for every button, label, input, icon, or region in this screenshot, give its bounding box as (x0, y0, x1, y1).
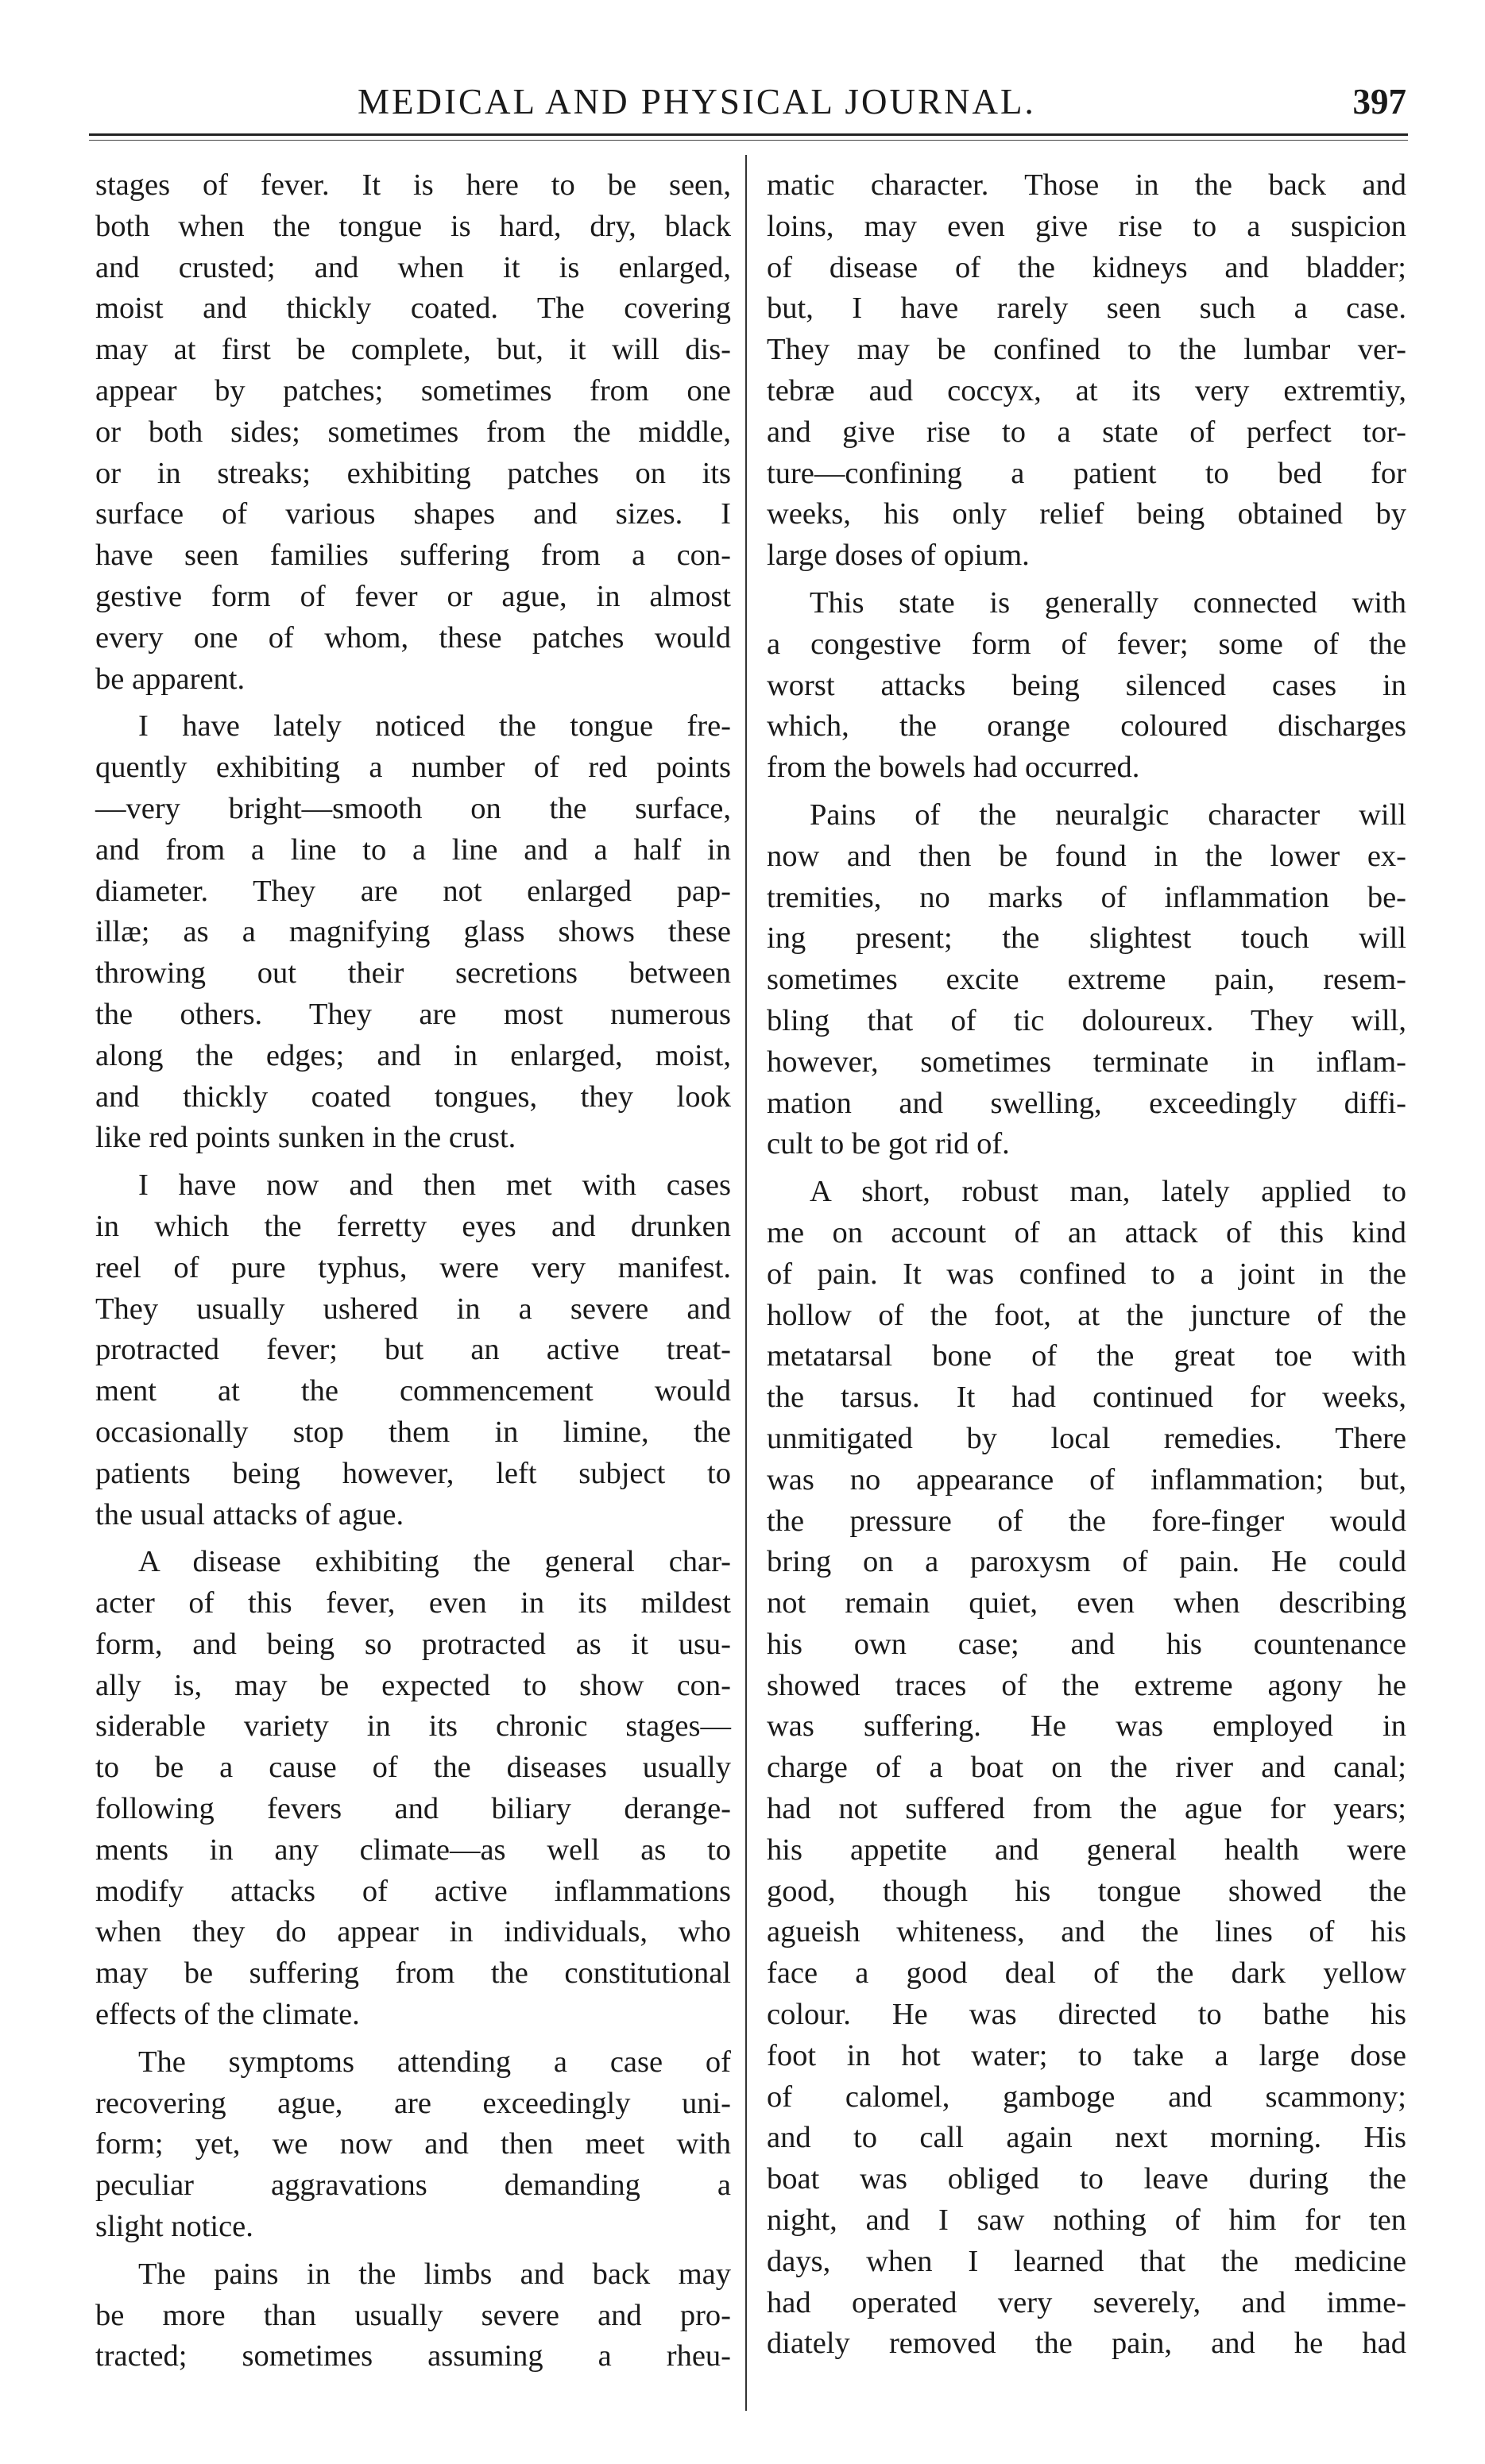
text-line: diately removed the pain, and he had (767, 2327, 1406, 2361)
text-line: may be suffering from the constitutional (95, 1956, 731, 1991)
paragraph-gap (767, 577, 1406, 583)
header-rule-thin (89, 140, 1408, 141)
text-line: gestive form of fever or ague, in almost (95, 579, 731, 613)
text-line: following fevers and biliary derange- (95, 1792, 731, 1826)
text-line: of disease of the kidneys and bladder; (767, 250, 1406, 284)
text-line: or in streaks; exhibiting patches on its (95, 456, 731, 490)
paragraph-gap (95, 2036, 731, 2042)
text-line: and thickly coated tongues, they look (95, 1079, 731, 1114)
text-line: form; yet, we now and then meet with (95, 2127, 731, 2161)
text-line: protracted fever; but an active treat- (95, 1333, 731, 1367)
text-line: agueish whiteness, and the lines of his (767, 1915, 1406, 1949)
text-line: when they do appear in individuals, who (95, 1915, 731, 1949)
paragraph-gap (95, 1159, 731, 1165)
text-line: but, I have rarely seen such a case. (767, 292, 1406, 326)
text-line: not remain quiet, even when describing (767, 1586, 1406, 1620)
text-line: night, and I saw nothing of him for ten (767, 2203, 1406, 2238)
text-line: his own case; and his countenance (767, 1627, 1406, 1661)
text-line: acter of this fever, even in its mildest (95, 1586, 731, 1620)
text-line: his appetite and general health were (767, 1833, 1406, 1867)
text-line: siderable variety in its chronic stages— (95, 1709, 731, 1744)
left-column (95, 165, 731, 2377)
header-rule (89, 133, 1408, 136)
text-line: colour. He was directed to bathe his (767, 1998, 1406, 2032)
text-line: A short, robust man, lately applied to (810, 1175, 1406, 1209)
text-line: ture—confining a patient to bed for (767, 456, 1406, 490)
text-line: in which the ferretty eyes and drunken (95, 1209, 731, 1243)
text-line: like red points sunken in the crust. (95, 1121, 516, 1155)
text-line: days, when I learned that the medicine (767, 2244, 1406, 2278)
text-line: throwing out their secretions between (95, 956, 731, 991)
text-line: and to call again next morning. His (767, 2121, 1406, 2155)
paragraph-gap (95, 2248, 731, 2254)
text-line: mation and swelling, exceedingly diffi- (767, 1086, 1406, 1120)
text-line: illæ; as a magnifying glass shows these (95, 915, 731, 949)
text-line: the pressure of the fore-finger would (767, 1504, 1406, 1538)
text-line: have seen families suffering from a con- (95, 539, 731, 573)
text-line: which, the orange coloured discharges (767, 709, 1406, 743)
text-line: and from a line to a line and a half in (95, 832, 731, 867)
text-line: may at first be complete, but, it will dis- (95, 333, 731, 367)
text-line: to be a cause of the diseases usually (95, 1751, 731, 1785)
text-line: and give rise to a state of perfect tor- (767, 415, 1406, 449)
text-line: patients being however, left subject to (95, 1456, 731, 1490)
text-line: metatarsal bone of the great toe with (767, 1339, 1406, 1373)
text-line: face a good deal of the dark yellow (767, 1956, 1406, 1991)
text-line: worst attacks being silenced cases in (767, 668, 1406, 702)
text-line: peculiar aggravations demanding a (95, 2169, 731, 2203)
paragraph-gap (767, 789, 1406, 795)
text-line: The symptoms attending a case of (138, 2045, 731, 2079)
text-line: be apparent. (95, 662, 246, 696)
text-line: surface of various shapes and sizes. I (95, 497, 731, 531)
text-line: Pains of the neuralgic character will (810, 798, 1406, 832)
paragraph-gap (767, 1165, 1406, 1172)
text-line: I have now and then met with cases (138, 1168, 731, 1203)
text-line: weeks, his only relief being obtained by (767, 497, 1406, 531)
text-line: loins, may even give rise to a suspicion (767, 209, 1406, 243)
text-line: foot in hot water; to take a large dose (767, 2038, 1406, 2072)
text-line: matic character. Those in the back and (767, 168, 1406, 202)
text-line: me on account of an attack of this kind (767, 1215, 1406, 1249)
page-number: 397 (1352, 82, 1406, 122)
text-line: reel of pure typhus, were very manifest. (95, 1250, 731, 1284)
text-line: was suffering. He was employed in (767, 1709, 1406, 1744)
text-line: the others. They are most numerous (95, 997, 731, 1031)
text-line: had not suffered from the ague for years; (767, 1792, 1406, 1826)
text-line: along the edges; and in enlarged, moist, (95, 1038, 731, 1072)
text-line: quently exhibiting a number of red points (95, 751, 731, 785)
text-line: tremities, no marks of inflammation be- (767, 880, 1406, 914)
text-line: of pain. It was confined to a joint in the (767, 1257, 1406, 1291)
text-line: unmitigated by local remedies. There (767, 1421, 1406, 1455)
paragraph-gap (95, 1535, 731, 1542)
running-head: MEDICAL AND PHYSICAL JOURNAL. (358, 82, 1036, 122)
text-line: effects of the climate. (95, 1998, 360, 2032)
text-line: be more than usually severe and pro- (95, 2298, 731, 2332)
text-line: large doses of opium. (767, 539, 1030, 573)
text-line: I have lately noticed the tongue fre- (138, 709, 731, 743)
text-line: ments in any climate—as well as to (95, 1833, 731, 1867)
text-line: good, though his tongue showed the (767, 1874, 1406, 1908)
text-line: diameter. They are not enlarged pap- (95, 874, 731, 908)
text-line: bling that of tic doloureux. They will, (767, 1003, 1406, 1037)
text-line: hollow of the foot, at the juncture of the (767, 1298, 1406, 1332)
text-line: ally is, may be expected to show con- (95, 1668, 731, 1702)
text-line: both when the tongue is hard, dry, black (95, 209, 731, 243)
text-line: stages of fever. It is here to be seen, (95, 168, 731, 202)
text-line: cult to be got rid of. (767, 1127, 1010, 1161)
text-line: showed traces of the extreme agony he (767, 1668, 1406, 1702)
text-line: sometimes excite extreme pain, resem- (767, 963, 1406, 997)
text-line: moist and thickly coated. The covering (95, 292, 731, 326)
text-line: charge of a boat on the river and canal; (767, 1751, 1406, 1785)
text-line: appear by patches; sometimes from one (95, 373, 731, 407)
text-line: the usual attacks of ague. (95, 1497, 404, 1531)
text-line: They may be confined to the lumbar ver- (767, 333, 1406, 367)
text-line: from the bowels had occurred. (767, 751, 1140, 785)
text-line: or both sides; sometimes from the middle, (95, 415, 731, 449)
text-line: was no appearance of inflammation; but, (767, 1462, 1406, 1497)
text-line: the tarsus. It had continued for weeks, (767, 1381, 1406, 1415)
text-line: modify attacks of active inflammations (95, 1874, 731, 1908)
text-line: ing present; the slightest touch will (767, 921, 1406, 956)
text-line: every one of whom, these patches would (95, 620, 731, 655)
text-line: tebræ aud coccyx, at its very extremtiy, (767, 373, 1406, 407)
text-line: now and then be found in the lower ex- (767, 839, 1406, 873)
text-line: The pains in the limbs and back may (138, 2257, 731, 2291)
text-line: —very bright—smooth on the surface, (95, 791, 731, 825)
text-line: boat was obliged to leave during the (767, 2162, 1406, 2196)
text-line: occasionally stop them in limine, the (95, 1415, 731, 1449)
text-line: A disease exhibiting the general char- (138, 1545, 731, 1579)
text-line: had operated very severely, and imme- (767, 2285, 1406, 2319)
text-line: however, sometimes terminate in inflam- (767, 1045, 1406, 1079)
text-line: form, and being so protracted as it usu- (95, 1627, 731, 1661)
paragraph-gap (95, 700, 731, 706)
text-line: and crusted; and when it is enlarged, (95, 250, 731, 284)
text-line: a congestive form of fever; some of the (767, 627, 1406, 661)
page-header (87, 78, 1406, 133)
right-column (767, 165, 1406, 2365)
column-divider (745, 155, 747, 2411)
text-line: They usually ushered in a severe and (95, 1292, 731, 1326)
text-line: This state is generally connected with (810, 585, 1406, 620)
text-line: ment at the commencement would (95, 1374, 731, 1408)
text-line: of calomel, gamboge and scammony; (767, 2080, 1406, 2114)
text-line: recovering ague, are exceedingly uni- (95, 2086, 731, 2120)
text-line: bring on a paroxysm of pain. He could (767, 1545, 1406, 1579)
text-line: tracted; sometimes assuming a rheu- (95, 2339, 731, 2373)
text-line: slight notice. (95, 2210, 253, 2244)
